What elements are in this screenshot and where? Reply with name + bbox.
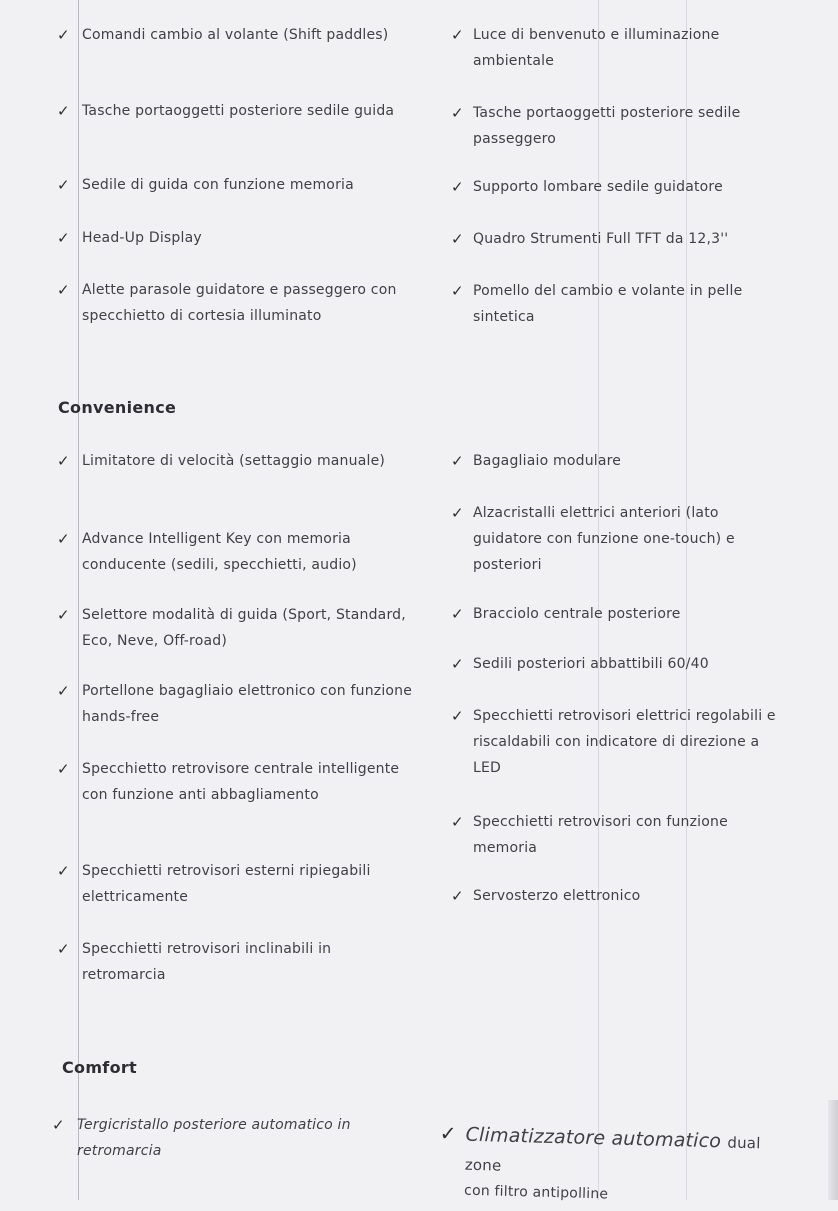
check-icon: ✓ — [451, 504, 464, 522]
feature-item: ✓ Sedili posteriori abbattibili 60/40 — [451, 651, 791, 677]
feature-item: ✓ Bracciolo centrale posteriore — [451, 601, 791, 627]
check-icon: ✓ — [451, 887, 464, 905]
check-icon: ✓ — [439, 1120, 457, 1146]
check-icon: ✓ — [57, 862, 70, 880]
check-icon: ✓ — [57, 229, 70, 247]
check-icon: ✓ — [451, 104, 464, 122]
check-icon: ✓ — [57, 176, 70, 194]
feature-item: ✓ Portellone bagagliaio elettronico con funzione hands-free — [57, 678, 417, 730]
feature-item: ✓ Specchietti retrovisori con funzione memoria — [451, 809, 791, 861]
check-icon: ✓ — [57, 281, 70, 299]
check-icon: ✓ — [451, 178, 464, 196]
feature-item: ✓ Alette parasole guidatore e passeggero con specchietto di cortesia illuminato — [57, 277, 417, 329]
feature-line: Climatizzatore automatico — [465, 1123, 722, 1153]
feature-item: ✓ Specchietti retrovisori esterni ripiegabili elettricamente — [57, 858, 417, 910]
check-icon: ✓ — [451, 655, 464, 673]
check-icon: ✓ — [451, 605, 464, 623]
page-edge-shadow — [828, 1100, 838, 1200]
check-icon: ✓ — [57, 26, 70, 44]
check-icon: ✓ — [451, 452, 464, 470]
check-icon: ✓ — [451, 813, 464, 831]
feature-item: ✓ Servosterzo elettronico — [451, 883, 791, 909]
feature-item: ✓ Quadro Strumenti Full TFT da 12,3'' — [451, 226, 791, 252]
check-icon: ✓ — [52, 1116, 65, 1134]
feature-item: ✓ Tasche portaoggetti posteriore sedile passeggero — [451, 100, 791, 152]
feature-item: ✓ Advance Intelligent Key con memoria conducente (sedili, specchietti, audio) — [57, 526, 417, 578]
feature-item — [438, 1120, 800, 1211]
feature-item: ✓ Supporto lombare sedile guidatore — [451, 174, 791, 200]
feature-line: con filtro antipolline — [463, 1182, 609, 1203]
check-icon: ✓ — [451, 282, 464, 300]
feature-item: ✓ Alzacristalli elettrici anteriori (lato guidatore con funzione one-touch) e posteriori — [451, 500, 791, 578]
feature-item: ✓ Sedile di guida con funzione memoria — [57, 172, 417, 198]
check-icon: ✓ — [57, 606, 70, 624]
feature-item: ✓ Comandi cambio al volante (Shift paddles) — [57, 22, 417, 48]
feature-item: ✓ Specchietto retrovisore centrale intelligente con funzione anti abbagliamento — [57, 756, 417, 808]
feature-item: ✓ Luce di benvenuto e illuminazione ambientale — [451, 22, 791, 74]
feature-item: ✓ Head-Up Display — [57, 225, 417, 251]
feature-item: ✓ Specchietti retrovisori inclinabili in retromarcia — [57, 936, 417, 988]
feature-line-end: dual zone — [464, 1133, 761, 1175]
feature-item: ✓ Tergicristallo posteriore automatico in retromarcia — [52, 1112, 412, 1164]
check-icon: ✓ — [57, 940, 70, 958]
check-icon: ✓ — [57, 452, 70, 470]
section-title-comfort: Comfort — [62, 1058, 137, 1077]
feature-item: ✓ Bagagliaio modulare — [451, 448, 791, 474]
check-icon: ✓ — [451, 26, 464, 44]
check-icon: ✓ — [57, 760, 70, 778]
feature-item: ✓ Specchietti retrovisori elettrici regolabili e riscaldabili con indicatore di direzione a LED — [451, 703, 791, 781]
check-icon: ✓ — [451, 707, 464, 725]
check-icon: ✓ — [451, 230, 464, 248]
check-icon: ✓ — [57, 530, 70, 548]
section-title-convenience: Convenience — [58, 398, 177, 417]
feature-item: ✓ Limitatore di velocità (settaggio manuale) — [57, 448, 417, 474]
check-icon: ✓ — [57, 682, 70, 700]
feature-item: ✓ Selettore modalità di guida (Sport, Standard, Eco, Neve, Off-road) — [57, 602, 417, 654]
check-icon: ✓ — [57, 102, 70, 120]
feature-item: ✓ Pomello del cambio e volante in pelle sintetica — [451, 278, 791, 330]
feature-item: ✓ Tasche portaoggetti posteriore sedile guida — [57, 98, 417, 124]
